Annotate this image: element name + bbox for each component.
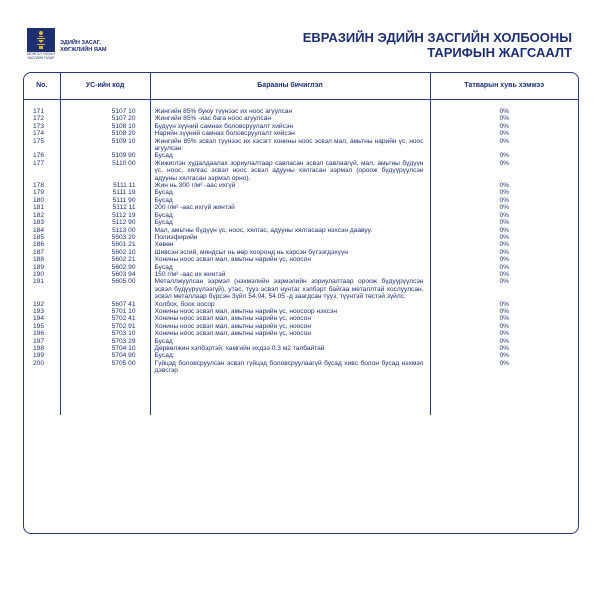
item-description: Будүүн зүүний самнах боловсруулалт хийсэн bbox=[150, 123, 430, 130]
item-description: Мал, амьтны бүдүүн үс, ноос, хялгас, адууны хялгасаар нэхсэн даавуу. bbox=[150, 227, 430, 234]
page-title bbox=[303, 30, 572, 60]
item-description: Бусад bbox=[150, 189, 430, 196]
table-row bbox=[24, 204, 578, 211]
tax-rate: 0% bbox=[499, 182, 510, 190]
tax-rate: 0% bbox=[499, 248, 510, 256]
hs-code: 5110 00 bbox=[60, 160, 150, 182]
tax-rate: 0% bbox=[499, 159, 510, 167]
tax-rate: 0% bbox=[499, 300, 510, 308]
tax-rate: 0% bbox=[499, 315, 510, 323]
hs-code: 5108 10 bbox=[60, 123, 150, 130]
item-description: Нарийн зүүний самнах боловсруулалт хийсэн bbox=[150, 130, 430, 137]
tax-rate: 0% bbox=[499, 130, 510, 138]
row-number: 191 bbox=[24, 278, 60, 300]
table-row bbox=[24, 123, 578, 130]
row-number: 181 bbox=[24, 204, 60, 211]
table-row bbox=[24, 212, 578, 219]
column-header-description: Барааны бичиглэл bbox=[150, 73, 430, 100]
hs-code: 5111 11 bbox=[60, 182, 150, 189]
emblem-logo bbox=[27, 28, 55, 52]
tax-rate: 0% bbox=[499, 196, 510, 204]
table-header-row bbox=[24, 73, 578, 100]
tariff-table-container bbox=[23, 72, 579, 534]
table-row bbox=[24, 256, 578, 263]
hs-code: 5112 90 bbox=[60, 219, 150, 226]
hs-code: 5607 41 bbox=[60, 301, 150, 308]
row-number: 193 bbox=[24, 308, 60, 315]
ministry-name bbox=[60, 40, 107, 54]
table-row bbox=[24, 197, 578, 204]
row-number: 176 bbox=[24, 152, 60, 159]
hs-code: 5111 19 bbox=[60, 189, 150, 196]
item-description: Бусад bbox=[150, 338, 430, 345]
hs-code: 5605 00 bbox=[60, 278, 150, 300]
table-row bbox=[24, 345, 578, 352]
item-description: Хонины ноос эсвэл мал, амьтны нарийн үс, ноосон bbox=[150, 315, 430, 322]
table-row bbox=[24, 227, 578, 234]
page-header bbox=[0, 0, 600, 66]
hs-code: 5703 10 bbox=[60, 330, 150, 337]
item-description: Хонины ноос эсвэл мал, амьтны нарийн үс, ноосон bbox=[150, 330, 430, 337]
tax-rate: 0% bbox=[499, 330, 510, 338]
table-filler-row bbox=[24, 375, 578, 415]
row-number: 184 bbox=[24, 227, 60, 234]
item-description: Гүйцэд боловсруулсан эсвэл гүйцэд боловсруулаагүй бусад хивс болон бусад нэхмэл дэвсгэр bbox=[150, 360, 430, 375]
tax-rate: 0% bbox=[499, 270, 510, 278]
table-body bbox=[24, 100, 578, 415]
tax-rate: 0% bbox=[499, 345, 510, 352]
item-description: Бусад bbox=[150, 219, 430, 226]
table-row bbox=[24, 264, 578, 271]
tax-rate: 0% bbox=[499, 307, 510, 315]
table-row bbox=[24, 108, 578, 115]
row-number: 187 bbox=[24, 249, 60, 256]
row-number: 199 bbox=[24, 352, 60, 359]
table-spacer-row bbox=[24, 100, 578, 109]
table-row bbox=[24, 278, 578, 300]
table-row bbox=[24, 330, 578, 337]
hs-code: 5602 90 bbox=[60, 264, 150, 271]
hs-code: 5704 90 bbox=[60, 352, 150, 359]
table-row bbox=[24, 130, 578, 137]
row-number: 172 bbox=[24, 115, 60, 122]
row-number: 189 bbox=[24, 264, 60, 271]
hs-code: 5704 10 bbox=[60, 345, 150, 352]
tax-rate: 0% bbox=[499, 226, 510, 234]
tax-rate: 0% bbox=[499, 122, 510, 130]
item-description: Металлжуулсан ээрмэл (нэхмэлийн ээрмэлийн зориулалтаар ороож бүдүүрүүлсэн эсвэл бүдүүрүүлээгүй), утас, тууз эсвэл нунтаг хэлбэрт байгаа металлтай хослуулсан, эсвэл металлаар бүрсэн Зүйл 54.04, 54.05 -д заагдсан тууз, түүнтэй төстэй зүйлс. bbox=[150, 278, 430, 300]
item-description: Дөрвөлжин хэлбэртэй, хамгийн ихдээ 0.3 м2 талбайтай bbox=[150, 345, 430, 352]
tax-rate: 0% bbox=[499, 233, 510, 241]
hs-code: 5602 21 bbox=[60, 256, 150, 263]
table-row bbox=[24, 360, 578, 375]
row-number: 200 bbox=[24, 360, 60, 375]
table-row bbox=[24, 234, 578, 241]
row-number: 194 bbox=[24, 315, 60, 322]
tax-rate: 0% bbox=[499, 115, 510, 123]
item-description: Бусад bbox=[150, 212, 430, 219]
row-number: 195 bbox=[24, 323, 60, 330]
item-description: Холбох, боох оосор bbox=[150, 301, 430, 308]
row-number: 183 bbox=[24, 219, 60, 226]
hs-code: 5601 21 bbox=[60, 241, 150, 248]
hs-code: 5702 91 bbox=[60, 323, 150, 330]
tariff-table bbox=[24, 73, 578, 415]
ministry-name-line1: ЭДИЙН ЗАСАГ, bbox=[60, 40, 101, 46]
hs-code: 5107 10 bbox=[60, 108, 150, 115]
table-row bbox=[24, 115, 578, 122]
soyombo-icon bbox=[27, 28, 55, 52]
tax-rate: 0% bbox=[499, 263, 510, 271]
row-number: 175 bbox=[24, 138, 60, 153]
tax-rate: 0% bbox=[499, 322, 510, 330]
tax-rate: 0% bbox=[499, 241, 510, 249]
item-description: Бусад bbox=[150, 197, 430, 204]
table-row bbox=[24, 152, 578, 159]
item-description: Жижиглэн худалдаалах зориулалтаар савласан эсвэл савлаагүй, мал, амьтны бүдүүн үс, ноос, хялгас эсвэл ноос эсвэл адууны хялгасан ээрмэл (ороож бүдүүрүүлсэн адууны хялгасан ээрмэл орно). bbox=[150, 160, 430, 182]
item-description: Жингийн 85% -иас бага ноос агуулсан bbox=[150, 115, 430, 122]
item-description: Жингийн 85% буюу түүнээс их ноос агуулсан bbox=[150, 108, 430, 115]
hs-code: 5108 20 bbox=[60, 130, 150, 137]
hs-code: 5112 11 bbox=[60, 204, 150, 211]
hs-code: 5702 41 bbox=[60, 315, 150, 322]
tax-rate: 0% bbox=[499, 152, 510, 160]
hs-code: 5703 29 bbox=[60, 338, 150, 345]
hs-code: 5701 10 bbox=[60, 308, 150, 315]
row-number: 186 bbox=[24, 241, 60, 248]
tax-rate: 0% bbox=[499, 359, 510, 367]
row-number: 178 bbox=[24, 182, 60, 189]
tax-rate: 0% bbox=[499, 204, 510, 212]
tax-rate: 0% bbox=[499, 211, 510, 219]
table-row bbox=[24, 315, 578, 322]
column-header-no: No. bbox=[24, 73, 60, 100]
row-number: 185 bbox=[24, 234, 60, 241]
item-description: Жин нь 300 г/м² -аас ихгүй bbox=[150, 182, 430, 189]
item-description: Хонины ноос эсвэл мал, амьтны нарийн үс, ноосон bbox=[150, 256, 430, 263]
hs-code: 5113 00 bbox=[60, 227, 150, 234]
item-description: Хөвөн bbox=[150, 241, 430, 248]
table-row bbox=[24, 338, 578, 345]
column-header-rate: Татварын хувь хэмжээ bbox=[430, 73, 578, 100]
hs-code: 5107 20 bbox=[60, 115, 150, 122]
table-row bbox=[24, 249, 578, 256]
item-description: Шивсэн эсгий, мяндсыг нь өөр хооронд нь хэрсэн бүтээгдэхүүн bbox=[150, 249, 430, 256]
item-description: Жингийн 85% эсвэл түүнээс их хэсэгт хонины ноос эсвэл мал, амьтны нарийн үс, ноос агуулсан bbox=[150, 138, 430, 153]
tax-rate: 0% bbox=[499, 278, 510, 286]
logo-caption: МОНГОЛ УЛСЫН ЗАСГИЙН ГАЗАР bbox=[27, 52, 55, 60]
tax-rate: 0% bbox=[499, 352, 510, 360]
hs-code: 5503 20 bbox=[60, 234, 150, 241]
hs-code: 5109 10 bbox=[60, 138, 150, 153]
hs-code: 5112 19 bbox=[60, 212, 150, 219]
table-row bbox=[24, 189, 578, 196]
hs-code: 5603 94 bbox=[60, 271, 150, 278]
row-number: 188 bbox=[24, 256, 60, 263]
row-number: 173 bbox=[24, 123, 60, 130]
table-row bbox=[24, 138, 578, 153]
tax-rate: 0% bbox=[499, 108, 510, 115]
item-description: Бусад bbox=[150, 264, 430, 271]
hs-code: 5111 90 bbox=[60, 197, 150, 204]
tax-rate: 0% bbox=[499, 189, 510, 197]
row-number: 190 bbox=[24, 271, 60, 278]
item-description: 150 г/м² -аас их жинтэй bbox=[150, 271, 430, 278]
tax-rate: 0% bbox=[499, 137, 510, 145]
row-number: 180 bbox=[24, 197, 60, 204]
row-number: 192 bbox=[24, 301, 60, 308]
item-description: Хонины ноос эсвэл мал, амьтны нарийн үс, ноосоор нэхсэн bbox=[150, 308, 430, 315]
column-header-code: УС-ийн код bbox=[60, 73, 150, 100]
row-number: 196 bbox=[24, 330, 60, 337]
page-title-line2: ТАРИФЫН ЖАГСААЛТ bbox=[427, 45, 572, 60]
table-row bbox=[24, 241, 578, 248]
hs-code: 5109 90 bbox=[60, 152, 150, 159]
row-number: 171 bbox=[24, 108, 60, 115]
item-description: Хонины ноос эсвэл мал, амьтны нарийн үс, ноосон bbox=[150, 323, 430, 330]
item-description: 200 г/м² -аас ихгүй жинтэй bbox=[150, 204, 430, 211]
row-number: 182 bbox=[24, 212, 60, 219]
table-row bbox=[24, 352, 578, 359]
hs-code: 5705 00 bbox=[60, 360, 150, 375]
table-row bbox=[24, 182, 578, 189]
item-description: Бусад: bbox=[150, 352, 430, 359]
table-row bbox=[24, 160, 578, 182]
tax-rate: 0% bbox=[499, 256, 510, 264]
row-number: 197 bbox=[24, 338, 60, 345]
table-row bbox=[24, 301, 578, 308]
tax-rate: 0% bbox=[499, 337, 510, 345]
ministry-name-line2: ХӨГЖЛИЙН ЯАМ bbox=[60, 47, 107, 53]
page-title-line1: ЕВРАЗИЙН ЭДИЙН ЗАСГИЙН ХОЛБООНЫ bbox=[302, 30, 572, 45]
hs-code: 5602 10 bbox=[60, 249, 150, 256]
row-number: 179 bbox=[24, 189, 60, 196]
row-number: 177 bbox=[24, 160, 60, 182]
tax-rate: 0% bbox=[499, 219, 510, 227]
item-description: Бусад bbox=[150, 152, 430, 159]
row-number: 174 bbox=[24, 130, 60, 137]
row-number: 198 bbox=[24, 345, 60, 352]
item-description: Полиэфирийн bbox=[150, 234, 430, 241]
table-row bbox=[24, 219, 578, 226]
